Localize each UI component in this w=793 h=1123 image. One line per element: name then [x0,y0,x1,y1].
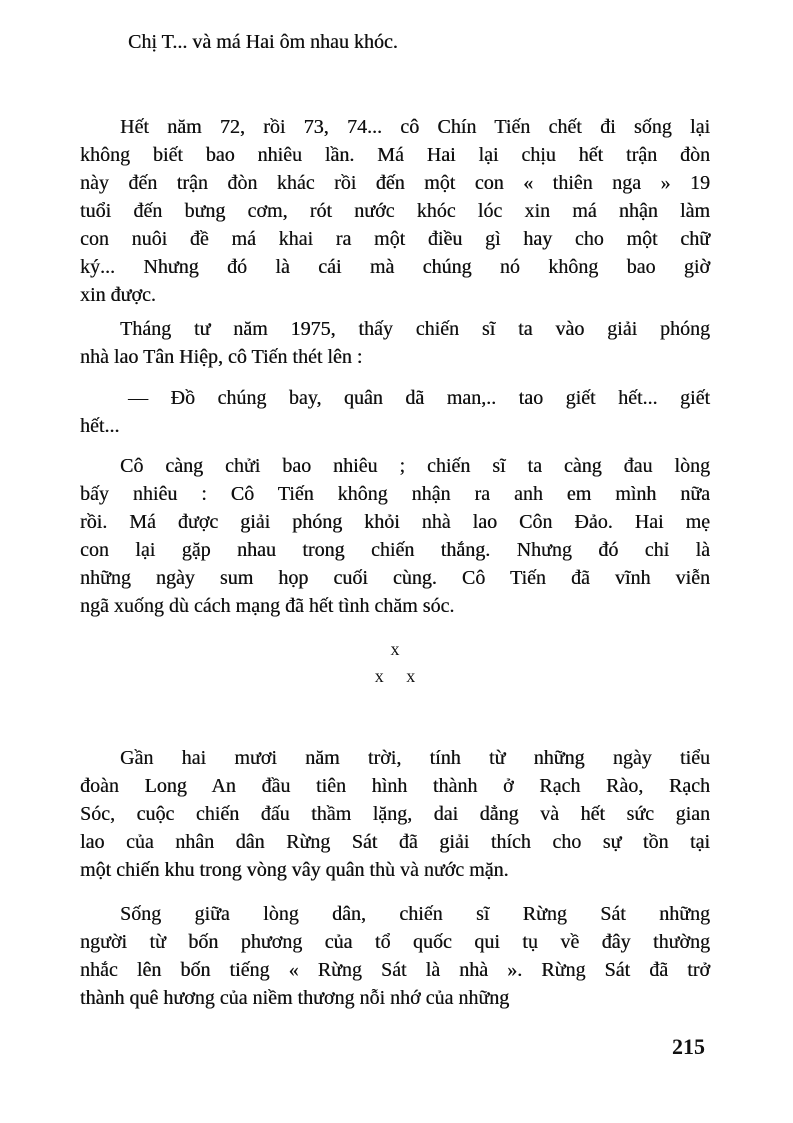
page-body [80,28,710,1012]
text-line: những ngày sum họp cuối cùng. Cô Tiến đã vĩnh viễn [80,567,710,589]
text-line: Chị T... và má Hai ôm nhau khóc. [128,31,398,53]
text-line: thành quê hương của niềm thương nỗi nhớ của những [80,987,510,1009]
paragraph [80,900,710,1012]
text-line: người từ bốn phương của tổ quốc qui tụ về đây thường [80,931,710,953]
text-line: xin được. [80,284,156,306]
text-line: Hết năm 72, rồi 73, 74... cô Chín Tiến chết đi sống lại [120,116,710,138]
text-line: Gần hai mươi năm trời, tính từ những ngày tiểu [120,747,710,769]
section-separator [80,636,710,690]
text-line: rồi. Má được giải phóng khỏi nhà lao Côn Đảo. Hai mẹ [80,511,710,533]
text-line: lao của nhân dân Rừng Sát đã giải thích cho sự tồn tại [80,831,710,853]
text-line: con nuôi đề má khai ra một điều gì hay cho một chữ [80,228,710,250]
text-line: bấy nhiêu : Cô Tiến không nhận ra anh em mình nữa [80,483,710,505]
text-line: này đến trận đòn khác rồi đến một con « thiên nga » 19 [80,172,710,194]
paragraph [80,28,710,56]
text-line: — Đồ chúng bay, quân dã man,.. tao giết hết... giết [128,387,710,409]
text-line: ký... Nhưng đó là cái mà chúng nó không bao giờ [80,256,710,278]
page-number: 215 [672,1034,705,1059]
text-line: Sống giữa lòng dân, chiến sĩ Rừng Sát những [120,903,710,925]
paragraph [80,315,710,371]
text-line: một chiến khu trong vòng vây quân thù và nước mặn. [80,859,509,881]
separator-bottom: x x [374,666,416,686]
text-line: đoàn Long An đầu tiên hình thành ở Rạch Rào, Rạch [80,775,710,797]
paragraph [80,744,710,884]
text-line: nhắc lên bốn tiếng « Rừng Sát là nhà ». Rừng Sát đã trở [80,959,710,981]
separator-top: x [390,639,400,659]
paragraph [80,452,710,620]
text-line: hết... [80,415,120,437]
text-line: Tháng tư năm 1975, thấy chiến sĩ ta vào giải phóng [120,318,710,340]
text-line: Cô càng chửi bao nhiêu ; chiến sĩ ta càng đau lòng [120,455,710,477]
text-line: con lại gặp nhau trong chiến thắng. Nhưng đó chỉ là [80,539,710,561]
text-line: Sóc, cuộc chiến đấu thầm lặng, dai dẳng và hết sức gian [80,803,710,825]
text-line: tuổi đến bưng cơm, rót nước khóc lóc xin má nhận làm [80,200,710,222]
text-line: nhà lao Tân Hiệp, cô Tiến thét lên : [80,346,363,368]
paragraph [80,384,710,440]
text-line: ngã xuống dù cách mạng đã hết tình chăm sóc. [80,595,455,617]
text-line: không biết bao nhiêu lần. Má Hai lại chịu hết trận đòn [80,144,710,166]
paragraph [80,113,710,309]
